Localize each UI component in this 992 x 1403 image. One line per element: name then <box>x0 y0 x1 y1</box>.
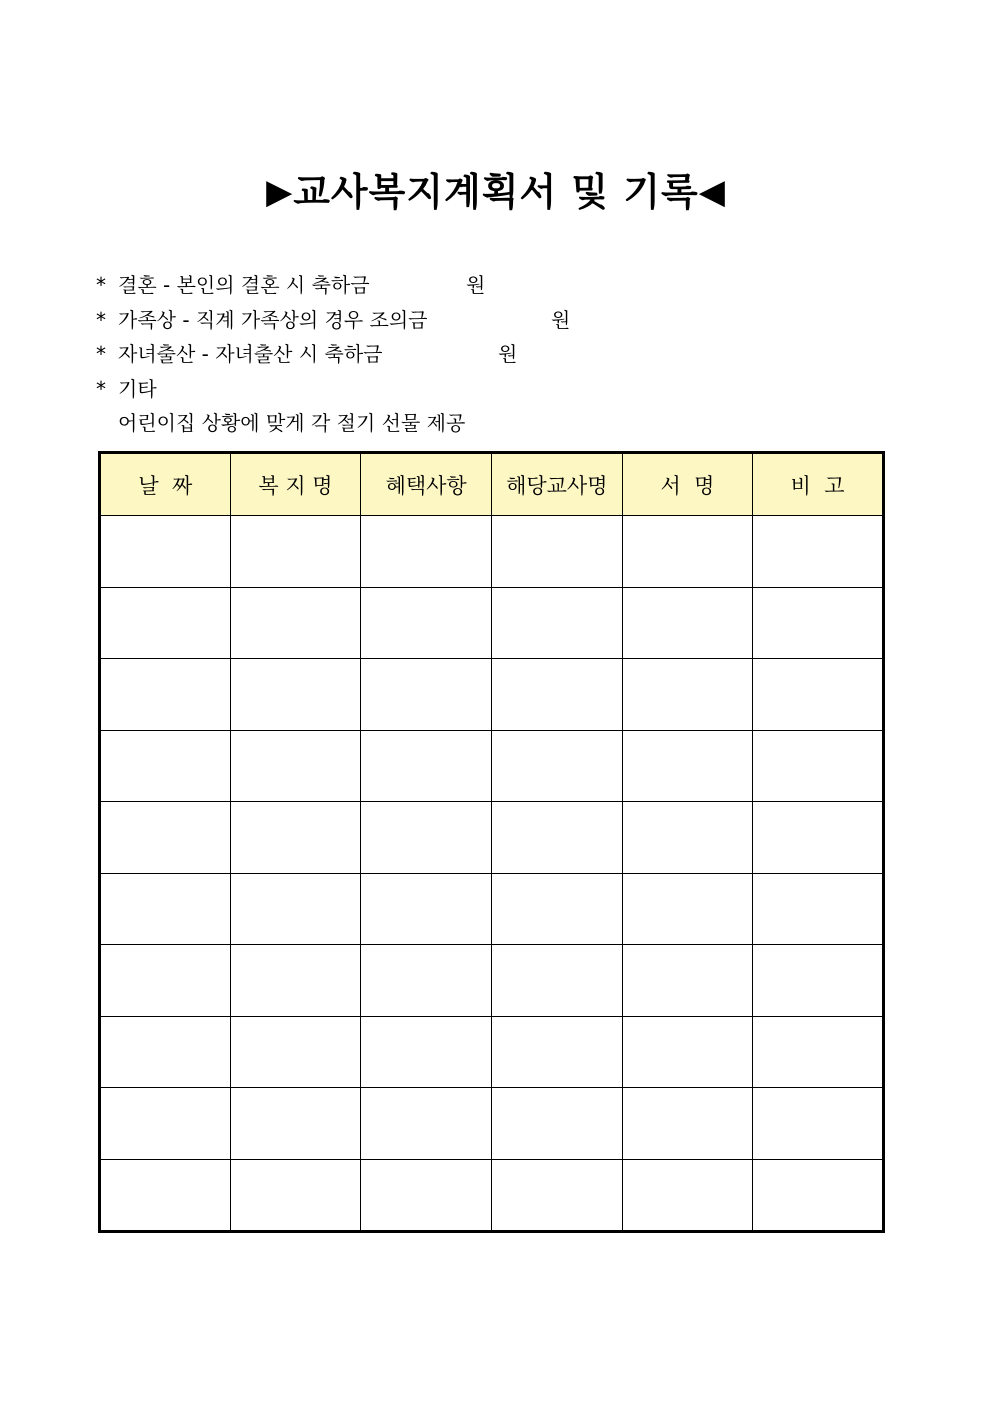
table-body <box>100 516 884 1232</box>
table-cell[interactable] <box>753 1159 884 1232</box>
table-cell[interactable] <box>491 1159 622 1232</box>
page-title <box>0 164 992 220</box>
table-header-row <box>100 453 884 516</box>
header-date: 날 짜 <box>100 453 231 516</box>
table-row <box>100 659 884 731</box>
table-row <box>100 730 884 802</box>
header-remarks: 비 고 <box>753 453 884 516</box>
table-cell[interactable] <box>491 1016 622 1088</box>
note-childbirth <box>96 337 896 372</box>
header-benefit: 혜택사항 <box>361 453 492 516</box>
right-triangle-icon: ▶ <box>266 172 294 212</box>
title-text: 교사복지계획서 및 기록 <box>293 170 699 214</box>
bullet-star: * <box>96 342 106 366</box>
table-cell[interactable] <box>753 516 884 588</box>
table-cell[interactable] <box>100 873 231 945</box>
note-other <box>96 372 896 407</box>
table-cell[interactable] <box>361 945 492 1017</box>
table-cell[interactable] <box>230 1016 361 1088</box>
table-cell[interactable] <box>622 1016 753 1088</box>
note-text: 가족상 - 직계 가족상의 경우 조의금 <box>118 307 428 332</box>
table-cell[interactable] <box>361 873 492 945</box>
table-cell[interactable] <box>361 1088 492 1160</box>
table-row <box>100 1159 884 1232</box>
table-cell[interactable] <box>491 659 622 731</box>
note-text: 자녀출산 - 자녀출산 시 축하금 <box>118 342 383 366</box>
table-row <box>100 945 884 1017</box>
welfare-record-table <box>98 451 885 1233</box>
table-cell[interactable] <box>753 659 884 731</box>
header-welfare-name: 복 지 명 <box>230 453 361 516</box>
table-row <box>100 1016 884 1088</box>
left-triangle-icon: ◀ <box>698 172 726 212</box>
header-teacher-name: 해당교사명 <box>491 453 622 516</box>
table-cell[interactable] <box>230 1088 361 1160</box>
header-signature: 서 명 <box>622 453 753 516</box>
table-cell[interactable] <box>361 587 492 659</box>
table-cell[interactable] <box>100 730 231 802</box>
table-cell[interactable] <box>230 1159 361 1232</box>
table-cell[interactable] <box>491 1088 622 1160</box>
table-cell[interactable] <box>622 802 753 874</box>
table-cell[interactable] <box>622 1088 753 1160</box>
table-cell[interactable] <box>491 587 622 659</box>
note-text: 결혼 - 본인의 결혼 시 축하금 <box>118 273 370 297</box>
bullet-star: * <box>96 376 106 401</box>
table-cell[interactable] <box>622 587 753 659</box>
table-cell[interactable] <box>753 802 884 874</box>
table-cell[interactable] <box>100 1088 231 1160</box>
table-cell[interactable] <box>753 1088 884 1160</box>
table-cell[interactable] <box>361 1159 492 1232</box>
welfare-notes <box>96 268 896 441</box>
table-row <box>100 873 884 945</box>
table-cell[interactable] <box>230 802 361 874</box>
table-cell[interactable] <box>491 945 622 1017</box>
table-cell[interactable] <box>361 659 492 731</box>
table-cell[interactable] <box>753 587 884 659</box>
table-cell[interactable] <box>753 730 884 802</box>
table-cell[interactable] <box>622 1159 753 1232</box>
table-cell[interactable] <box>753 873 884 945</box>
table-cell[interactable] <box>361 516 492 588</box>
table-cell[interactable] <box>230 730 361 802</box>
table-cell[interactable] <box>230 945 361 1017</box>
note-text: 어린이집 상황에 맞게 각 절기 선물 제공 <box>118 411 466 435</box>
table-row <box>100 587 884 659</box>
table-cell[interactable] <box>622 516 753 588</box>
table-cell[interactable] <box>361 1016 492 1088</box>
table-cell[interactable] <box>100 659 231 731</box>
table-cell[interactable] <box>230 873 361 945</box>
bullet-star: * <box>96 273 106 297</box>
table-cell[interactable] <box>100 802 231 874</box>
table-cell[interactable] <box>100 1016 231 1088</box>
note-funeral <box>96 303 896 338</box>
won-label: 원 <box>466 273 486 297</box>
table-cell[interactable] <box>622 659 753 731</box>
table-cell[interactable] <box>753 945 884 1017</box>
table-row <box>100 1088 884 1160</box>
table-cell[interactable] <box>230 516 361 588</box>
table-cell[interactable] <box>491 516 622 588</box>
table-cell[interactable] <box>100 945 231 1017</box>
table-cell[interactable] <box>361 730 492 802</box>
table-cell[interactable] <box>491 730 622 802</box>
won-label: 원 <box>551 307 571 332</box>
table-cell[interactable] <box>491 802 622 874</box>
table-cell[interactable] <box>100 516 231 588</box>
won-label: 원 <box>498 342 518 366</box>
table-cell[interactable] <box>753 1016 884 1088</box>
table-cell[interactable] <box>361 802 492 874</box>
note-other-detail <box>96 406 896 441</box>
table-cell[interactable] <box>622 730 753 802</box>
table-cell[interactable] <box>230 587 361 659</box>
table-row <box>100 516 884 588</box>
table-cell[interactable] <box>622 945 753 1017</box>
table-cell[interactable] <box>622 873 753 945</box>
table-cell[interactable] <box>100 587 231 659</box>
table-cell[interactable] <box>491 873 622 945</box>
note-marriage <box>96 268 896 303</box>
bullet-star: * <box>96 307 106 332</box>
table-cell[interactable] <box>230 659 361 731</box>
table-cell[interactable] <box>100 1159 231 1232</box>
note-text: 기타 <box>118 376 157 401</box>
table-row <box>100 802 884 874</box>
